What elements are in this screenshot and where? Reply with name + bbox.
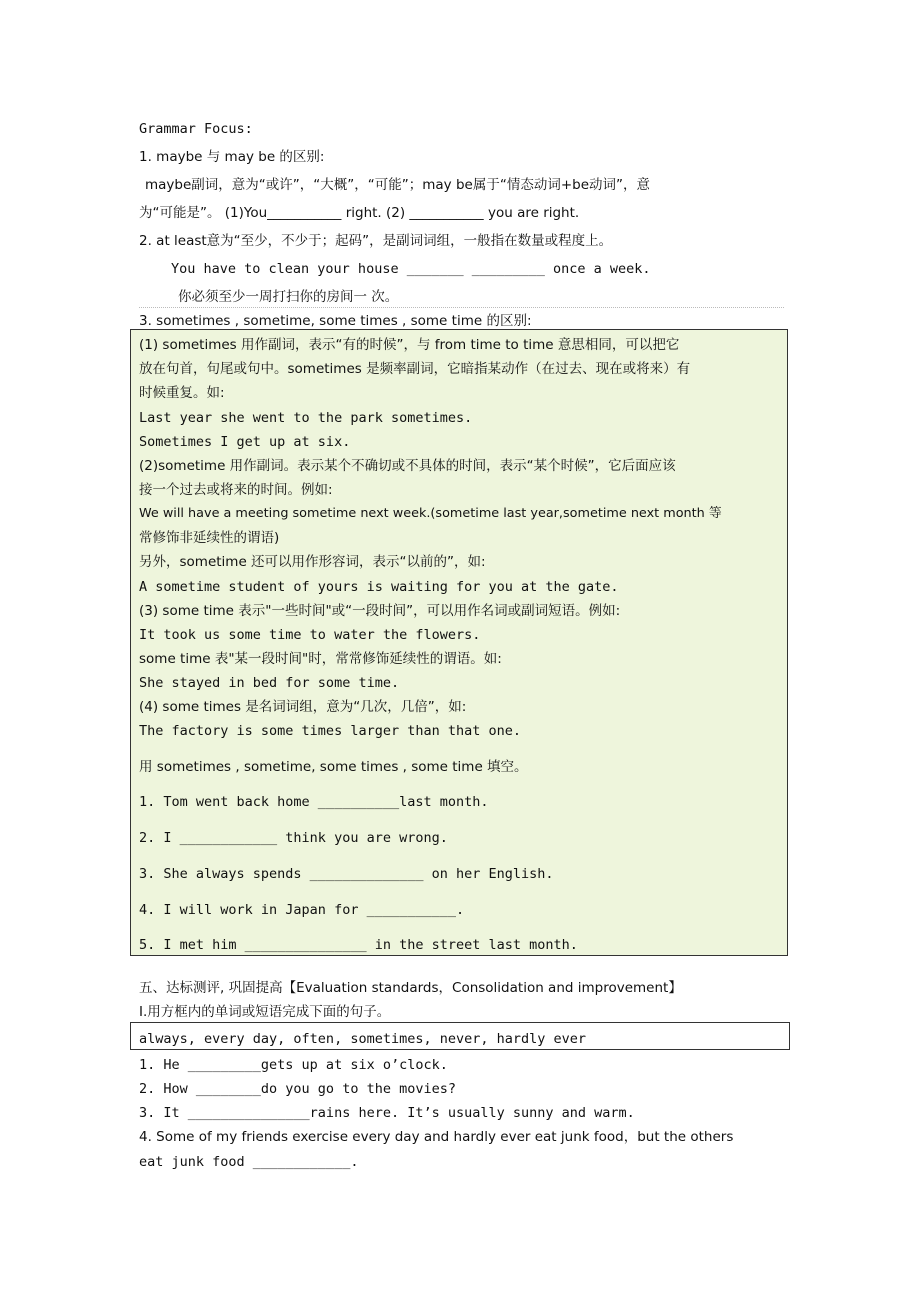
word-box-text: always, every day, often, sometimes, never, hardly ever	[139, 1031, 587, 1047]
section2-example-cn: 你必须至少一周打扫你的房间一 次。	[178, 289, 399, 305]
box-line: It took us some time to water the flowers.	[139, 627, 481, 643]
page-title: Grammar Focus:	[139, 121, 253, 137]
box-line: 放在句首，句尾或句中。sometimes 是频率副词，它暗指某动作（在过去、现在或将来）有	[139, 361, 691, 377]
fill-item: 1. Tom went back home __________last month.	[139, 794, 489, 810]
box-line: We will have a meeting sometime next week.(sometime last year,sometime next month 等	[139, 506, 722, 521]
fill-item: 2. I ____________ think you are wrong.	[139, 830, 448, 846]
box-line: 时候重复。如:	[139, 385, 225, 401]
box-line: She stayed in bed for some time.	[139, 675, 400, 691]
box-line: 常修饰非延续性的谓语)	[139, 530, 280, 546]
section1-line2: 为“可能是”。 (1)You___________ right. (2) ___________ you are right.	[139, 205, 580, 221]
section2-heading: 2. at least意为“至少，不少于；起码”，是副词词组，一般指在数量或程度上。	[139, 233, 613, 249]
box-line: A sometime student of yours is waiting for you at the gate.	[139, 579, 619, 595]
box-line: some time 表"某一段时间"时，常常修饰延续性的谓语。如:	[139, 651, 502, 667]
exercise-item: 4. Some of my friends exercise every day and hardly ever eat junk food，but the others	[139, 1129, 734, 1145]
exercise-item: 2. How ________do you go to the movies?	[139, 1081, 456, 1097]
section1-line1: maybe副词，意为“或许”，“大概”，“可能”；may be属于“情态动词+be动词”，意	[145, 177, 651, 193]
section1-heading: 1. maybe 与 may be 的区别:	[139, 149, 325, 165]
fill-instruction: 用 sometimes , sometime, some times , some time 填空。	[139, 759, 528, 775]
section5-heading: 五、达标测评, 巩固提高【Evaluation standards，Consolidation and improvement】	[139, 980, 682, 996]
section3-heading: 3. sometimes , sometime, some times , some time 的区别:	[139, 313, 532, 329]
fill-item: 3. She always spends ______________ on her English.	[139, 866, 554, 882]
box-line: The factory is some times larger than that one.	[139, 723, 522, 739]
fill-item: 4. I will work in Japan for ___________.	[139, 902, 465, 918]
box-line: (4) some times 是名词词组，意为“几次，几倍”，如:	[139, 699, 467, 715]
divider	[139, 307, 784, 308]
section2-example-en: You have to clean your house _______ _________ once a week.	[171, 261, 651, 277]
box-line: (1) sometimes 用作副词，表示“有的时候”，与 from time to time 意思相同，可以把它	[139, 337, 680, 353]
fill-item: 5. I met him _______________ in the street last month.	[139, 937, 578, 953]
box-line: (3) some time 表示"一些时间"或“一段时间”，可以用作名词或副词短语。例如:	[139, 603, 621, 619]
box-line: Last year she went to the park sometimes.	[139, 410, 473, 426]
box-line: 另外，sometime 还可以用作形容词，表示“以前的”，如:	[139, 554, 486, 570]
exercise-item: 3. It _______________rains here. It’s usually sunny and warm.	[139, 1105, 635, 1121]
exercise-item: 1. He _________gets up at six o’clock.	[139, 1057, 448, 1073]
box-line: (2)sometime 用作副词。表示某个不确切或不具体的时间，表示“某个时候”，它后面应该	[139, 458, 676, 474]
box-line: Sometimes I get up at six.	[139, 434, 351, 450]
box-line: 接一个过去或将来的时间。例如:	[139, 482, 333, 498]
section5-subheading: Ⅰ.用方框内的单词或短语完成下面的句子。	[139, 1004, 391, 1020]
exercise-item: eat junk food ____________.	[139, 1154, 359, 1170]
